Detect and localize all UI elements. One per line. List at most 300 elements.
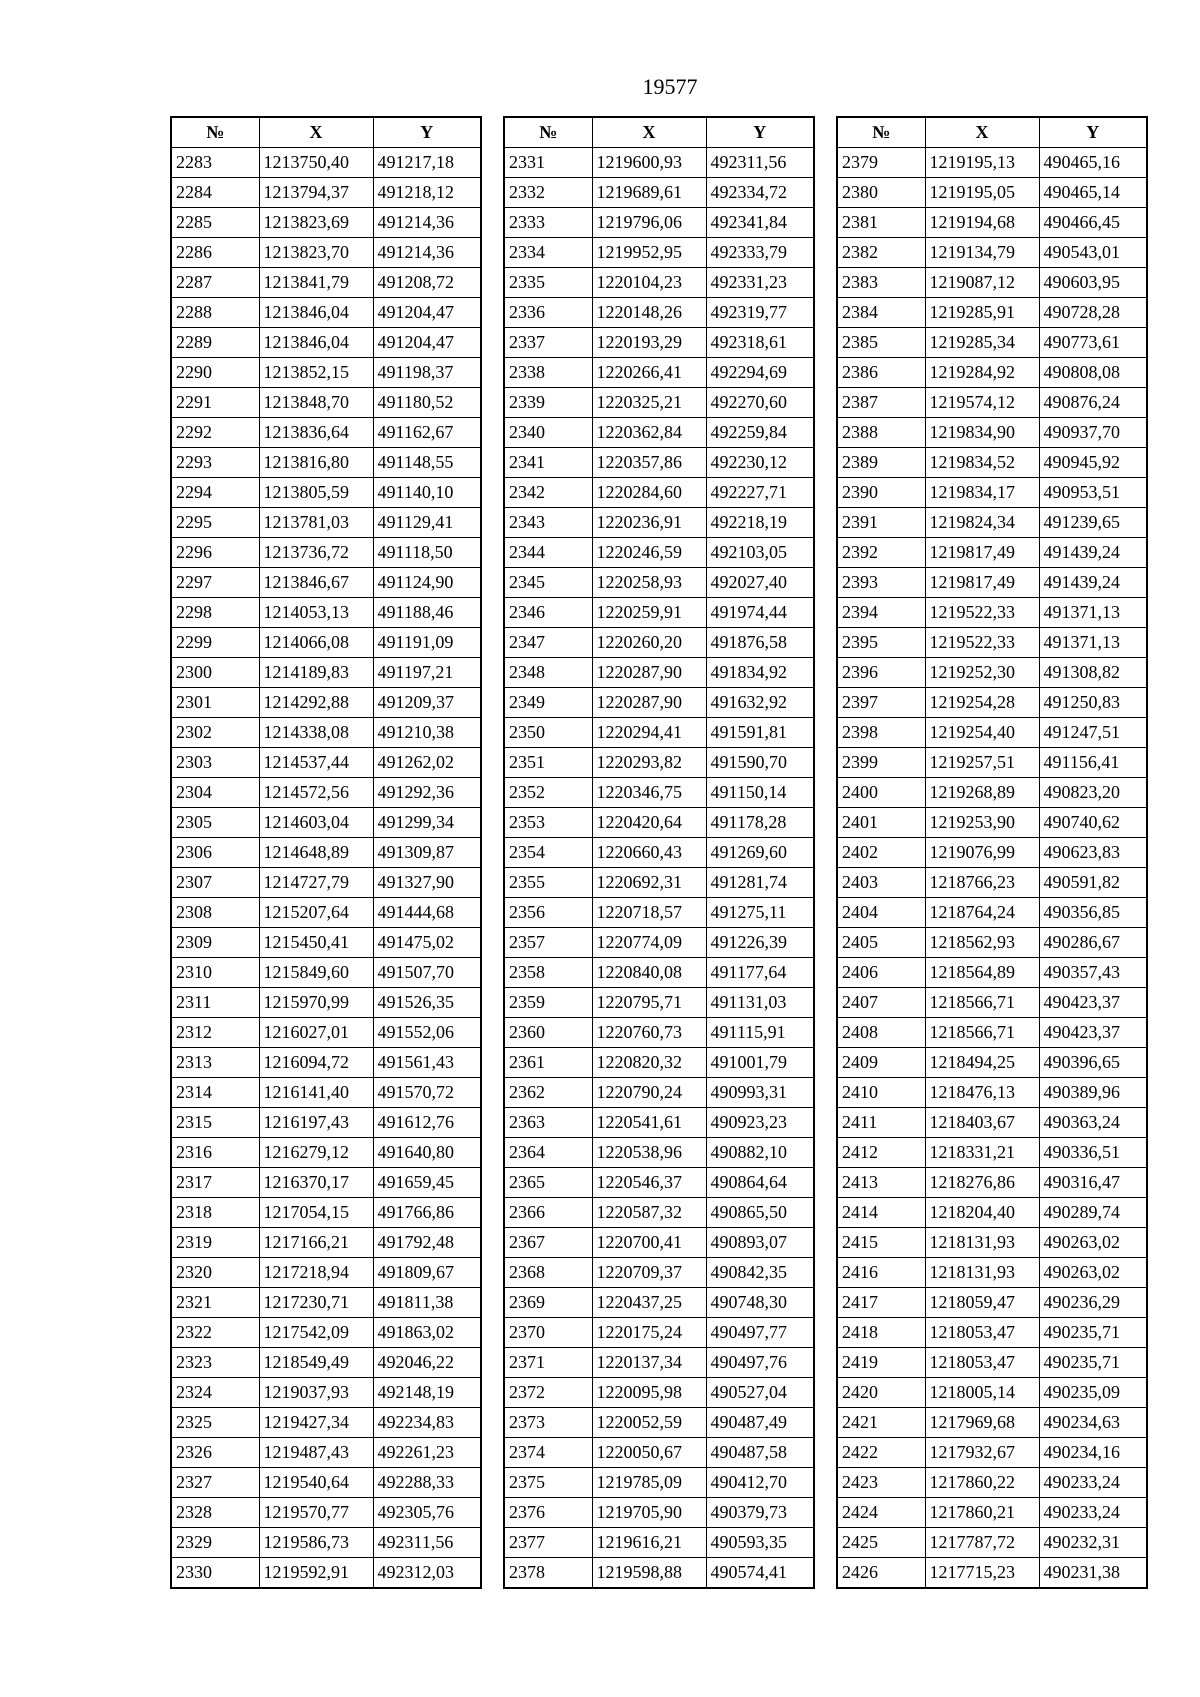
table-row <box>837 448 1147 478</box>
table-row <box>504 358 814 388</box>
cell-x: 1216027,01 <box>259 1018 373 1048</box>
cell-y: 490316,47 <box>1039 1168 1147 1198</box>
cell-x: 1214537,44 <box>259 748 373 778</box>
cell-x: 1220774,09 <box>592 928 706 958</box>
table-row <box>504 1048 814 1078</box>
table-row <box>504 898 814 928</box>
table-row <box>837 268 1147 298</box>
cell-y: 491001,79 <box>706 1048 814 1078</box>
table-row <box>504 658 814 688</box>
cell-number: 2306 <box>171 838 259 868</box>
cell-y: 490356,85 <box>1039 898 1147 928</box>
table-row <box>837 1048 1147 1078</box>
table-row <box>171 808 481 838</box>
cell-y: 491371,13 <box>1039 598 1147 628</box>
table-row <box>171 538 481 568</box>
cell-x: 1217542,09 <box>259 1318 373 1348</box>
cell-number: 2381 <box>837 208 925 238</box>
cell-x: 1213823,69 <box>259 208 373 238</box>
table-row <box>171 148 481 178</box>
cell-x: 1220148,26 <box>592 298 706 328</box>
table-row <box>504 1078 814 1108</box>
table-row <box>504 418 814 448</box>
table-row <box>837 208 1147 238</box>
cell-x: 1220325,21 <box>592 388 706 418</box>
coordinate-tables <box>0 116 1200 1582</box>
cell-y: 492270,60 <box>706 388 814 418</box>
cell-x: 1219796,06 <box>592 208 706 238</box>
cell-number: 2359 <box>504 988 592 1018</box>
cell-y: 491218,12 <box>373 178 481 208</box>
table-row <box>504 1558 814 1589</box>
cell-x: 1220260,20 <box>592 628 706 658</box>
table-row <box>837 1108 1147 1138</box>
cell-number: 2347 <box>504 628 592 658</box>
table-row <box>171 1018 481 1048</box>
cell-number: 2346 <box>504 598 592 628</box>
cell-y: 491659,45 <box>373 1168 481 1198</box>
table-row <box>171 958 481 988</box>
cell-x: 1219254,28 <box>925 688 1039 718</box>
cell-number: 2390 <box>837 478 925 508</box>
cell-number: 2293 <box>171 448 259 478</box>
cell-y: 491115,91 <box>706 1018 814 1048</box>
cell-number: 2424 <box>837 1498 925 1528</box>
table-row <box>837 1318 1147 1348</box>
cell-number: 2366 <box>504 1198 592 1228</box>
cell-x: 1220840,08 <box>592 958 706 988</box>
table-row <box>171 418 481 448</box>
cell-x: 1218131,93 <box>925 1258 1039 1288</box>
cell-y: 490865,50 <box>706 1198 814 1228</box>
cell-y: 490286,67 <box>1039 928 1147 958</box>
cell-x: 1218053,47 <box>925 1318 1039 1348</box>
cell-x: 1218564,89 <box>925 958 1039 988</box>
cell-y: 491156,41 <box>1039 748 1147 778</box>
cell-number: 2423 <box>837 1468 925 1498</box>
cell-number: 2376 <box>504 1498 592 1528</box>
cell-number: 2387 <box>837 388 925 418</box>
cell-number: 2425 <box>837 1528 925 1558</box>
table-row <box>504 268 814 298</box>
cell-y: 490289,74 <box>1039 1198 1147 1228</box>
cell-y: 491561,43 <box>373 1048 481 1078</box>
table-row <box>504 958 814 988</box>
cell-x: 1219195,13 <box>925 148 1039 178</box>
cell-x: 1220266,41 <box>592 358 706 388</box>
cell-y: 492218,19 <box>706 508 814 538</box>
cell-y: 491210,38 <box>373 718 481 748</box>
cell-number: 2339 <box>504 388 592 418</box>
cell-y: 491269,60 <box>706 838 814 868</box>
cell-y: 491178,28 <box>706 808 814 838</box>
cell-x: 1219570,77 <box>259 1498 373 1528</box>
cell-number: 2394 <box>837 598 925 628</box>
cell-y: 490593,35 <box>706 1528 814 1558</box>
cell-y: 491118,50 <box>373 538 481 568</box>
cell-x: 1217969,68 <box>925 1408 1039 1438</box>
cell-y: 490389,96 <box>1039 1078 1147 1108</box>
cell-x: 1219817,49 <box>925 568 1039 598</box>
cell-x: 1220709,37 <box>592 1258 706 1288</box>
cell-y: 490591,82 <box>1039 868 1147 898</box>
cell-x: 1216197,43 <box>259 1108 373 1138</box>
cell-y: 490937,70 <box>1039 418 1147 448</box>
cell-x: 1218476,13 <box>925 1078 1039 1108</box>
cell-y: 491809,67 <box>373 1258 481 1288</box>
cell-y: 490357,43 <box>1039 958 1147 988</box>
table-row <box>504 208 814 238</box>
table-row <box>837 148 1147 178</box>
cell-x: 1219574,12 <box>925 388 1039 418</box>
cell-x: 1220294,41 <box>592 718 706 748</box>
cell-x: 1219037,93 <box>259 1378 373 1408</box>
cell-x: 1220293,82 <box>592 748 706 778</box>
table-row <box>504 1288 814 1318</box>
cell-number: 2287 <box>171 268 259 298</box>
cell-x: 1216094,72 <box>259 1048 373 1078</box>
cell-y: 491570,72 <box>373 1078 481 1108</box>
cell-y: 491439,24 <box>1039 568 1147 598</box>
cell-number: 2386 <box>837 358 925 388</box>
cell-x: 1213848,70 <box>259 388 373 418</box>
cell-y: 492259,84 <box>706 418 814 448</box>
cell-number: 2405 <box>837 928 925 958</box>
cell-x: 1218276,86 <box>925 1168 1039 1198</box>
cell-number: 2307 <box>171 868 259 898</box>
table-row <box>837 808 1147 838</box>
cell-y: 491208,72 <box>373 268 481 298</box>
cell-y: 490363,24 <box>1039 1108 1147 1138</box>
cell-y: 490487,58 <box>706 1438 814 1468</box>
cell-x: 1220420,64 <box>592 808 706 838</box>
cell-y: 492318,61 <box>706 328 814 358</box>
cell-number: 2318 <box>171 1198 259 1228</box>
cell-x: 1214053,13 <box>259 598 373 628</box>
table-row <box>171 358 481 388</box>
cell-number: 2401 <box>837 808 925 838</box>
table-row <box>171 838 481 868</box>
table-row <box>171 298 481 328</box>
cell-number: 2312 <box>171 1018 259 1048</box>
cell-x: 1219284,92 <box>925 358 1039 388</box>
cell-x: 1217787,72 <box>925 1528 1039 1558</box>
cell-y: 490882,10 <box>706 1138 814 1168</box>
table-row <box>171 1198 481 1228</box>
table-row <box>171 568 481 598</box>
cell-number: 2400 <box>837 778 925 808</box>
cell-x: 1217715,23 <box>925 1558 1039 1589</box>
cell-x: 1214603,04 <box>259 808 373 838</box>
cell-y: 491526,35 <box>373 988 481 1018</box>
header-number: № <box>504 117 592 148</box>
table-row <box>837 1258 1147 1288</box>
cell-y: 490423,37 <box>1039 1018 1147 1048</box>
cell-y: 490527,04 <box>706 1378 814 1408</box>
cell-x: 1220692,31 <box>592 868 706 898</box>
cell-y: 492103,05 <box>706 538 814 568</box>
cell-y: 492294,69 <box>706 358 814 388</box>
table-row <box>837 478 1147 508</box>
table-row <box>504 508 814 538</box>
cell-number: 2356 <box>504 898 592 928</box>
table-row <box>837 1498 1147 1528</box>
cell-x: 1218566,71 <box>925 1018 1039 1048</box>
cell-x: 1215450,41 <box>259 928 373 958</box>
cell-y: 491766,86 <box>373 1198 481 1228</box>
cell-x: 1220052,59 <box>592 1408 706 1438</box>
table-row <box>504 838 814 868</box>
table-row <box>504 1468 814 1498</box>
cell-number: 2292 <box>171 418 259 448</box>
cell-y: 490263,02 <box>1039 1258 1147 1288</box>
cell-number: 2353 <box>504 808 592 838</box>
cell-y: 490808,08 <box>1039 358 1147 388</box>
cell-number: 2289 <box>171 328 259 358</box>
table-row <box>504 1378 814 1408</box>
cell-number: 2357 <box>504 928 592 958</box>
cell-number: 2419 <box>837 1348 925 1378</box>
cell-y: 491148,55 <box>373 448 481 478</box>
cell-x: 1220346,75 <box>592 778 706 808</box>
table-row <box>837 538 1147 568</box>
cell-y: 491162,67 <box>373 418 481 448</box>
cell-y: 491239,65 <box>1039 508 1147 538</box>
cell-number: 2410 <box>837 1078 925 1108</box>
cell-x: 1219268,89 <box>925 778 1039 808</box>
cell-y: 490842,35 <box>706 1258 814 1288</box>
cell-y: 490231,38 <box>1039 1558 1147 1589</box>
cell-number: 2352 <box>504 778 592 808</box>
table-row <box>504 1138 814 1168</box>
table-row <box>171 928 481 958</box>
table-row <box>837 1558 1147 1589</box>
table-row <box>504 808 814 838</box>
cell-x: 1217166,21 <box>259 1228 373 1258</box>
cell-x: 1219134,79 <box>925 238 1039 268</box>
cell-x: 1220259,91 <box>592 598 706 628</box>
cell-x: 1220287,90 <box>592 688 706 718</box>
cell-number: 2343 <box>504 508 592 538</box>
table-row <box>171 1078 481 1108</box>
cell-y: 492319,77 <box>706 298 814 328</box>
table-row <box>171 178 481 208</box>
cell-x: 1216370,17 <box>259 1168 373 1198</box>
cell-number: 2336 <box>504 298 592 328</box>
table-row <box>171 748 481 778</box>
cell-number: 2291 <box>171 388 259 418</box>
cell-y: 491214,36 <box>373 238 481 268</box>
cell-y: 491632,92 <box>706 688 814 718</box>
cell-x: 1220437,25 <box>592 1288 706 1318</box>
cell-y: 491327,90 <box>373 868 481 898</box>
table-row <box>171 268 481 298</box>
cell-y: 491204,47 <box>373 328 481 358</box>
cell-x: 1219600,93 <box>592 148 706 178</box>
cell-y: 492333,79 <box>706 238 814 268</box>
cell-number: 2380 <box>837 178 925 208</box>
cell-number: 2388 <box>837 418 925 448</box>
cell-y: 490396,65 <box>1039 1048 1147 1078</box>
table-row <box>171 988 481 1018</box>
cell-y: 490574,41 <box>706 1558 814 1589</box>
table-row <box>504 568 814 598</box>
cell-number: 2303 <box>171 748 259 778</box>
cell-number: 2395 <box>837 628 925 658</box>
cell-y: 492311,56 <box>373 1528 481 1558</box>
cell-x: 1219254,40 <box>925 718 1039 748</box>
table-row <box>837 748 1147 778</box>
cell-number: 2340 <box>504 418 592 448</box>
cell-number: 2384 <box>837 298 925 328</box>
cell-number: 2368 <box>504 1258 592 1288</box>
cell-x: 1218766,23 <box>925 868 1039 898</box>
cell-x: 1217230,71 <box>259 1288 373 1318</box>
cell-y: 490465,14 <box>1039 178 1147 208</box>
table-row <box>837 1528 1147 1558</box>
cell-x: 1220095,98 <box>592 1378 706 1408</box>
cell-y: 490465,16 <box>1039 148 1147 178</box>
cell-y: 491180,52 <box>373 388 481 418</box>
table-row <box>171 1108 481 1138</box>
cell-x: 1219487,43 <box>259 1438 373 1468</box>
cell-y: 491475,02 <box>373 928 481 958</box>
table-row <box>171 508 481 538</box>
table-row <box>504 748 814 778</box>
cell-number: 2326 <box>171 1438 259 1468</box>
cell-x: 1220193,29 <box>592 328 706 358</box>
cell-number: 2378 <box>504 1558 592 1589</box>
cell-number: 2411 <box>837 1108 925 1138</box>
cell-x: 1213781,03 <box>259 508 373 538</box>
table-row <box>504 778 814 808</box>
cell-x: 1220700,41 <box>592 1228 706 1258</box>
table-row <box>504 628 814 658</box>
cell-x: 1220820,32 <box>592 1048 706 1078</box>
cell-x: 1218005,14 <box>925 1378 1039 1408</box>
cell-x: 1219824,34 <box>925 508 1039 538</box>
table-row <box>171 1168 481 1198</box>
table-row <box>171 1258 481 1288</box>
cell-x: 1219522,33 <box>925 598 1039 628</box>
cell-number: 2383 <box>837 268 925 298</box>
cell-y: 490876,24 <box>1039 388 1147 418</box>
cell-y: 491131,03 <box>706 988 814 1018</box>
table-row <box>504 988 814 1018</box>
table-row <box>171 478 481 508</box>
table-row <box>837 388 1147 418</box>
cell-x: 1215849,60 <box>259 958 373 988</box>
cell-y: 491191,09 <box>373 628 481 658</box>
cell-y: 490623,83 <box>1039 838 1147 868</box>
cell-x: 1214189,83 <box>259 658 373 688</box>
cell-number: 2344 <box>504 538 592 568</box>
cell-number: 2342 <box>504 478 592 508</box>
cell-y: 491974,44 <box>706 598 814 628</box>
cell-x: 1220795,71 <box>592 988 706 1018</box>
cell-x: 1220587,32 <box>592 1198 706 1228</box>
cell-y: 490263,02 <box>1039 1228 1147 1258</box>
table-row <box>504 1228 814 1258</box>
cell-x: 1219194,68 <box>925 208 1039 238</box>
table-row <box>837 1168 1147 1198</box>
header-x: X <box>259 117 373 148</box>
table-row <box>504 928 814 958</box>
cell-y: 491309,87 <box>373 838 481 868</box>
table-header-row <box>837 117 1147 148</box>
cell-y: 491124,90 <box>373 568 481 598</box>
cell-x: 1214572,56 <box>259 778 373 808</box>
cell-number: 2412 <box>837 1138 925 1168</box>
table-row <box>837 598 1147 628</box>
table-row <box>504 1198 814 1228</box>
cell-y: 490466,45 <box>1039 208 1147 238</box>
table-header-row <box>171 117 481 148</box>
cell-number: 2379 <box>837 148 925 178</box>
table-row <box>504 388 814 418</box>
cell-y: 492331,23 <box>706 268 814 298</box>
cell-y: 490740,62 <box>1039 808 1147 838</box>
cell-x: 1219598,88 <box>592 1558 706 1589</box>
cell-number: 2319 <box>171 1228 259 1258</box>
cell-number: 2369 <box>504 1288 592 1318</box>
cell-number: 2349 <box>504 688 592 718</box>
cell-x: 1213736,72 <box>259 538 373 568</box>
cell-number: 2315 <box>171 1108 259 1138</box>
cell-x: 1215207,64 <box>259 898 373 928</box>
cell-x: 1218059,47 <box>925 1288 1039 1318</box>
table-row <box>837 1228 1147 1258</box>
cell-number: 2328 <box>171 1498 259 1528</box>
cell-number: 2391 <box>837 508 925 538</box>
page-number: 19577 <box>642 74 698 99</box>
cell-x: 1219952,95 <box>592 238 706 268</box>
cell-y: 491250,83 <box>1039 688 1147 718</box>
cell-number: 2316 <box>171 1138 259 1168</box>
table-row <box>837 1408 1147 1438</box>
cell-x: 1218494,25 <box>925 1048 1039 1078</box>
cell-number: 2370 <box>504 1318 592 1348</box>
cell-y: 491371,13 <box>1039 628 1147 658</box>
table-row <box>837 628 1147 658</box>
cell-x: 1219257,51 <box>925 748 1039 778</box>
cell-y: 490423,37 <box>1039 988 1147 1018</box>
header-y: Y <box>706 117 814 148</box>
cell-x: 1213846,04 <box>259 298 373 328</box>
cell-number: 2325 <box>171 1408 259 1438</box>
cell-y: 491262,02 <box>373 748 481 778</box>
table-row <box>504 868 814 898</box>
table-row <box>837 868 1147 898</box>
table-row <box>837 298 1147 328</box>
table-row <box>504 178 814 208</box>
table-row <box>171 1468 481 1498</box>
cell-y: 491292,36 <box>373 778 481 808</box>
cell-x: 1219834,90 <box>925 418 1039 448</box>
cell-y: 491214,36 <box>373 208 481 238</box>
table-row <box>504 478 814 508</box>
cell-number: 2374 <box>504 1438 592 1468</box>
cell-y: 492230,12 <box>706 448 814 478</box>
cell-number: 2392 <box>837 538 925 568</box>
table-row <box>504 1108 814 1138</box>
cell-y: 491439,24 <box>1039 538 1147 568</box>
table-row <box>504 1528 814 1558</box>
cell-x: 1219253,90 <box>925 808 1039 838</box>
header-y: Y <box>1039 117 1147 148</box>
header-number: № <box>837 117 925 148</box>
cell-x: 1219785,09 <box>592 1468 706 1498</box>
